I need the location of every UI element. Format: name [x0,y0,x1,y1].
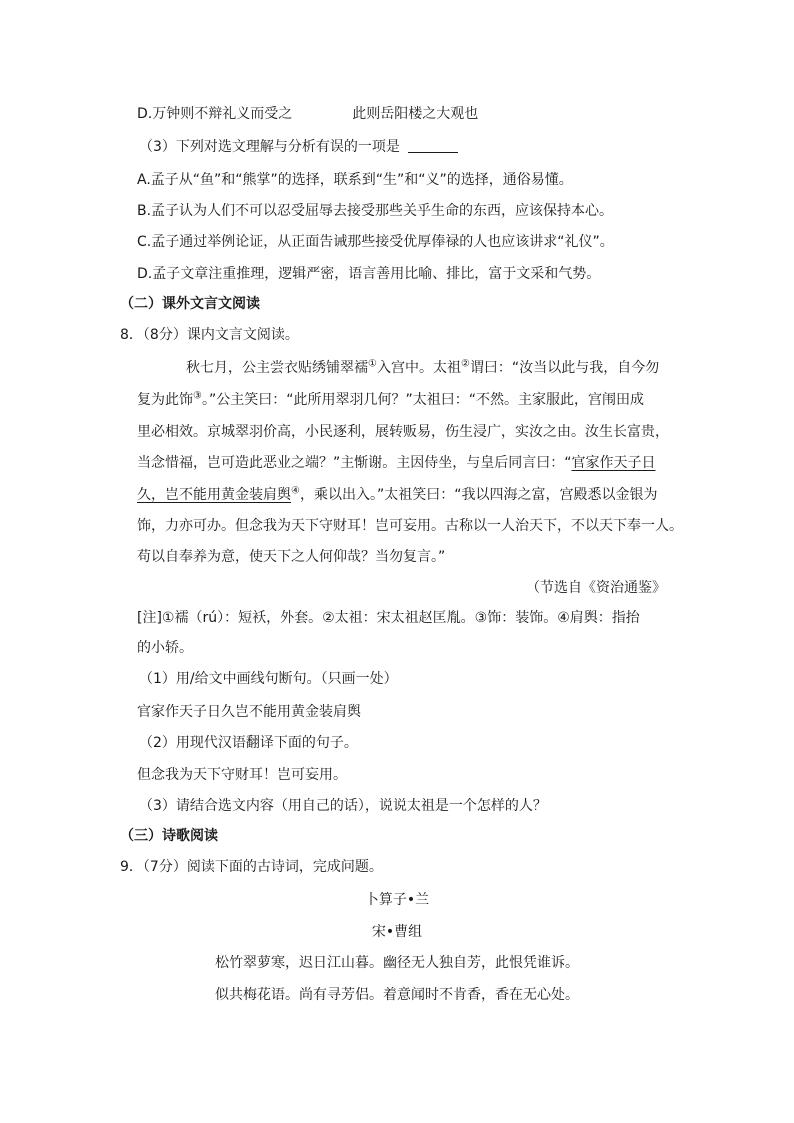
q8-sub2-text: 但念我为天下守财耳！岂可妄用。 [137,767,347,783]
option-d-right: 此则岳阳楼之大观也 [352,106,479,122]
q9-header: 9．（7分）阅读下面的古诗词，完成问题。 [120,859,383,875]
footnote-4-marker: ④ [291,485,300,497]
q7-sub3-option-d: D.孟子文章注重推理，逻辑严密，语言善用比喻、排比，富于文采和气势。 [137,266,601,282]
q7-sub3-option-a: A.孟子从“鱼”和“熊掌”的选择，联系到“生”和“义”的选择，通俗易懂。 [137,172,573,188]
q8-header: 8．（8分）课内文言文阅读。 [120,327,299,343]
q7-sub3-prompt: （3）下列对选文理解与分析有误的一项是 [139,137,458,157]
q8-sub2: （2）用现代汉语翻译下面的句子。 [139,735,358,751]
q7-sub3-option-c: C.孟子通过举例论证，从正面告诫那些接受优厚俸禄的人也应该讲求“礼仪”。 [137,234,614,250]
option-d-left: D.万钟则不辩礼义而受之 [137,106,293,122]
q7-sub3-option-b: B.孟子认为人们不可以忍受屈辱去接受那些关乎生命的东西，应该保持本心。 [137,203,614,219]
q8-sub3: （3）请结合选文内容（用自己的话），说说太祖是一个怎样的人？ [139,798,547,814]
passage-line-3: 里必相效。京城翠羽价高，小民逐利，展转贩易，伤生浸广，实汝之由。汝生长富贵， [137,424,669,440]
answer-blank[interactable] [408,138,458,153]
poem-line-2: 似共梅花语。尚有寻芳侣。着意闻时不肯香，香在无心处。 [215,987,579,1003]
passage-line-4: 当念惜福，岂可造此恶业之端？”主惭谢。主因侍坐，与皇后同言曰：“官家作天子日 [137,455,656,471]
poem-title: 卜算子•兰 [364,892,430,908]
passage-source: （节选自《资治通鉴》 [526,580,666,596]
passage-line-1: 秋七月，公主尝衣贴绣铺翠襦①入宫中。太祖②谓曰：“汝当以此与我，自今勿 [186,358,660,376]
footnote-3-marker: ③ [193,390,202,402]
q8-sub1-text: 官家作天子日久岂不能用黄金装肩舆 [137,704,361,720]
footnote-2-marker: ② [460,358,470,370]
footnote-1-marker: ① [368,358,377,370]
passage-line-2: 复为此饰③。”公主笑曰：“此所用翠羽几何？”太祖曰：“不然。主家服此，宫闱田成 [137,390,644,408]
q8-sub1: （1）用/给文中画线句断句。（只画一处） [139,671,398,687]
option-d [137,104,478,124]
poem-author: 宋•曹组 [371,924,423,940]
poem-line-1: 松竹翠萝寒，迟日江山暮。幽径无人独自芳，此恨凭谁诉。 [215,955,579,971]
notes-line-1: [注]①襦（rú）：短袄，外套。②太祖：宋太祖赵匡胤。③饰：装饰。④肩舆：指抬 [137,610,640,626]
underlined-sentence-part-1: 官家作天子日 [571,455,656,471]
passage-line-5: 久，岂不能用黄金装肩舆④，乘以出入。”太祖笑曰：“我以四海之富，宫殿悉以金银为 [137,485,658,503]
underlined-sentence-part-2: 久，岂不能用黄金装肩舆 [137,487,291,503]
passage-line-6: 饰，力亦可办。但念我为天下守财耳！岂可妄用。古称以一人治天下，不以天下奉一人。 [137,518,683,534]
section-2-heading: （二）课外文言文阅读 [120,296,260,312]
section-3-heading: （三）诗歌阅读 [120,828,218,844]
notes-line-2: 的小轿。 [137,640,193,656]
passage-line-7: 苟以自奉养为意，使天下之人何仰哉？当勿复言。” [137,549,446,565]
